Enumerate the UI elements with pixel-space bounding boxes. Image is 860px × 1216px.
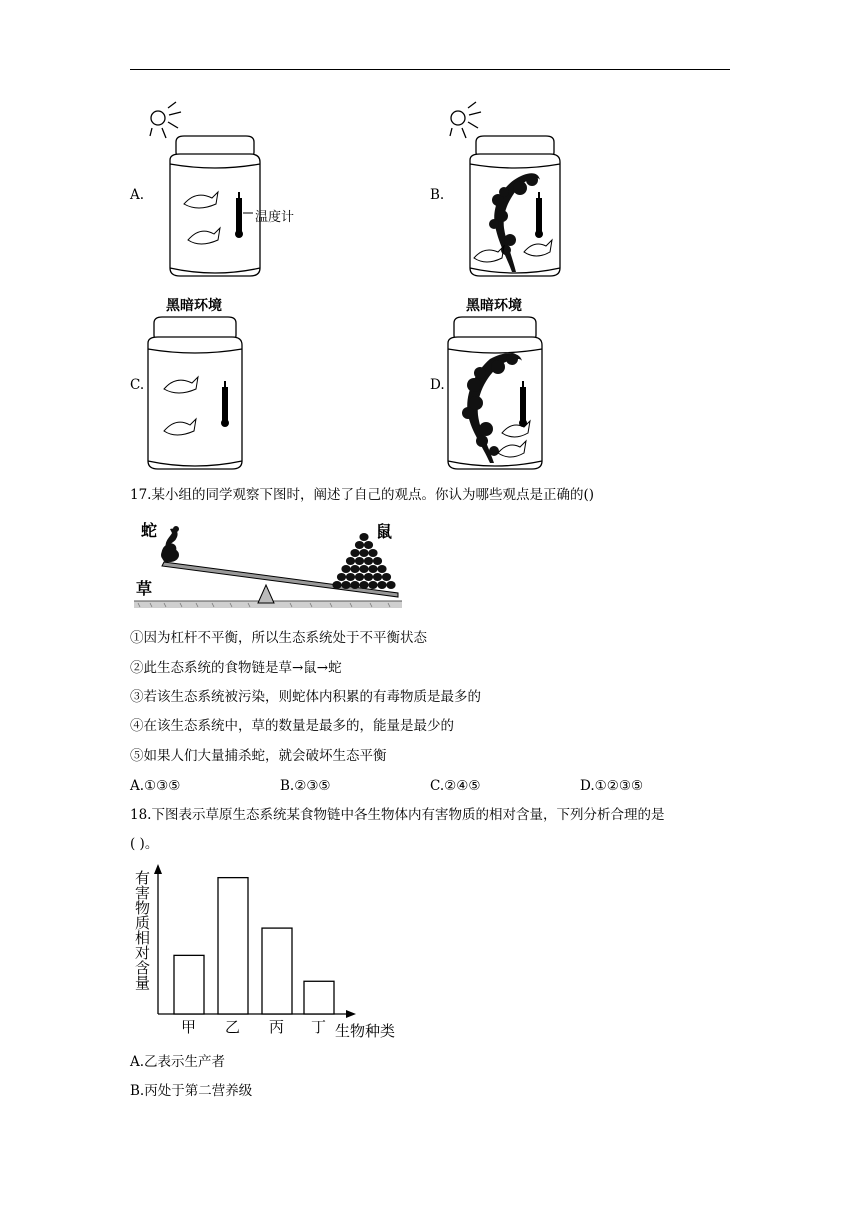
y-axis <box>154 864 162 1014</box>
bar-甲 <box>174 955 204 1014</box>
option-c-letter: C. <box>130 377 145 393</box>
condition-label-d: 黑暗环境 <box>466 298 522 314</box>
x-tick-label: 甲 <box>181 1018 197 1036</box>
thermometer-icon <box>221 381 229 427</box>
jar-b-figure <box>440 100 590 280</box>
chart-xlabel: 生物种类 <box>335 1022 396 1040</box>
q17-choice-c[interactable]: C.②④⑤ <box>430 778 481 794</box>
condition-label-c: 黑暗环境 <box>166 298 222 314</box>
x-tick-label: 丙 <box>269 1018 285 1036</box>
sun-icon <box>150 102 181 138</box>
sun-icon <box>450 102 481 138</box>
q17-statement-2: ②此生态系统的食物链是草→鼠→蛇 <box>130 660 342 676</box>
bar-丁 <box>304 981 334 1014</box>
q17-statement-4: ④在该生态系统中，草的数量是最多的，能量是最少的 <box>130 718 454 734</box>
x-tick-label: 乙 <box>225 1018 241 1036</box>
q18-choice-a[interactable]: A.乙表示生产者 <box>130 1054 226 1070</box>
option-b-letter: B. <box>430 187 445 203</box>
harmful-substance-chart <box>150 860 410 1035</box>
thermometer-label: 温度计 <box>255 210 295 225</box>
q17-statement-5: ⑤如果人们大量捕杀蛇，就会破坏生态平衡 <box>130 748 387 764</box>
mouse-label: 鼠 <box>376 522 393 541</box>
q17-statement-1: ①因为杠杆不平衡，所以生态系统处于不平衡状态 <box>130 630 427 646</box>
seesaw-figure <box>130 515 410 615</box>
bar-丙 <box>262 928 292 1014</box>
x-tick-label: 丁 <box>311 1018 327 1036</box>
header-rule <box>130 69 730 70</box>
jar-d-figure <box>440 315 590 475</box>
q18-stem-line1: 18.下图表示草原生态系统某食物链中各生物体内有害物质的相对含量，下列分析合理的是 <box>130 807 665 823</box>
grass-label: 草 <box>136 579 153 598</box>
snake-icon <box>161 526 179 563</box>
q18-choice-b[interactable]: B.丙处于第二营养级 <box>130 1083 253 1099</box>
q18-stem-line2: ( )。 <box>130 836 159 852</box>
q17-statement-3: ③若该生态系统被污染，则蛇体内积累的有毒物质是最多的 <box>130 689 481 705</box>
thermometer-icon <box>535 192 543 238</box>
q17-choice-d[interactable]: D.①②③⑤ <box>580 778 644 794</box>
thermometer-icon <box>519 381 527 427</box>
chart-ylabel: 有害物质相对含量 <box>133 870 151 990</box>
jar-c-figure <box>140 315 290 475</box>
option-d-letter: D. <box>430 377 445 393</box>
q17-choice-b[interactable]: B.②③⑤ <box>280 778 331 794</box>
q17-stem: 17.某小组的同学观察下图时，阐述了自己的观点。你认为哪些观点是正确的() <box>130 487 595 503</box>
q17-choice-a[interactable]: A.①③⑤ <box>130 778 181 794</box>
bar-乙 <box>218 878 248 1014</box>
jar-a-figure <box>140 100 290 280</box>
option-a-letter: A. <box>130 187 145 203</box>
snake-label: 蛇 <box>141 521 158 540</box>
